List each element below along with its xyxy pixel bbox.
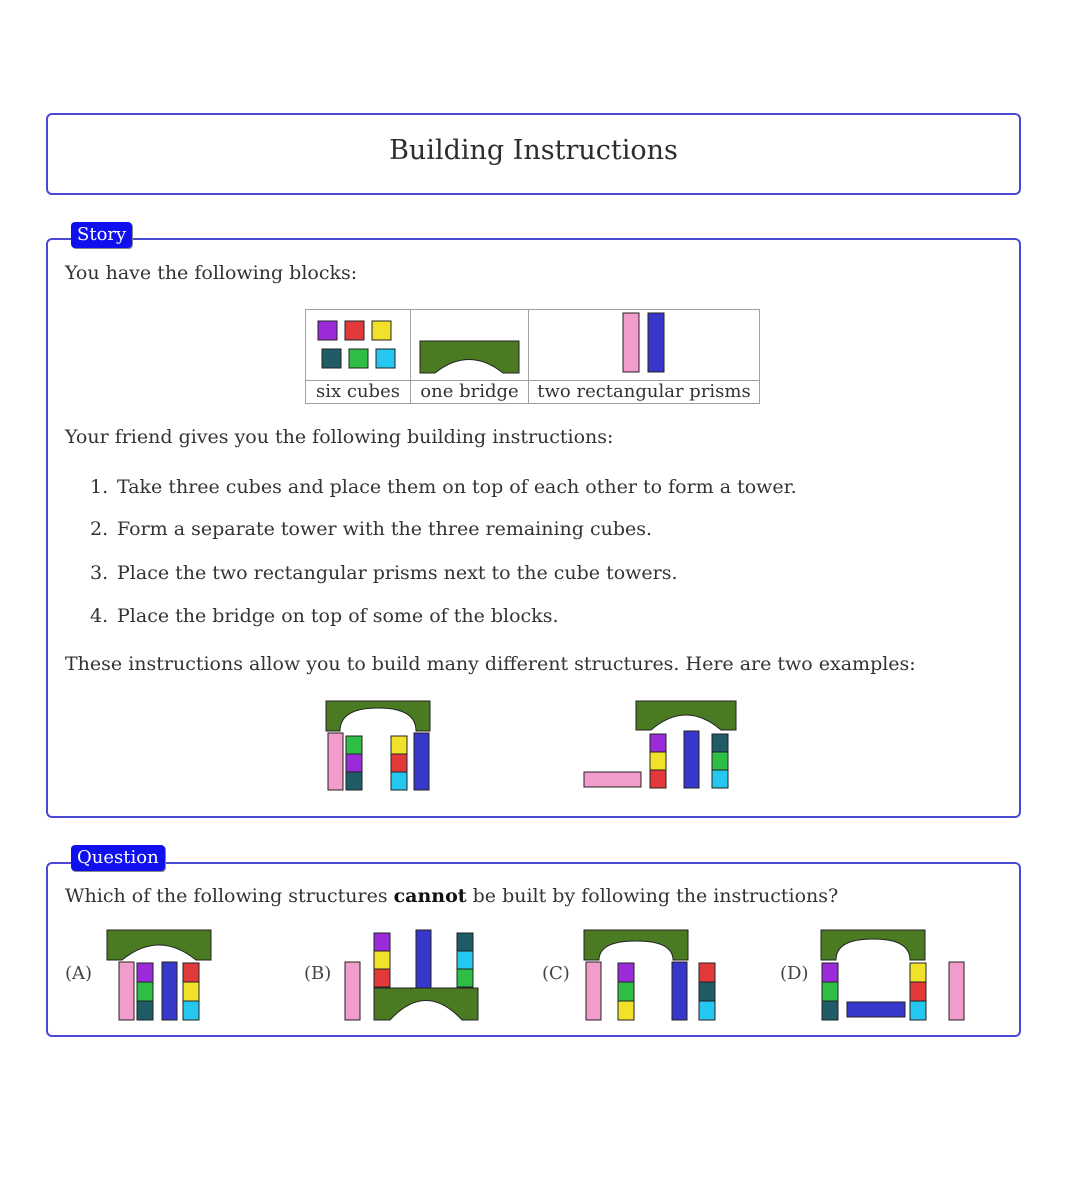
cube-teal <box>322 349 341 368</box>
page-title: Building Instructions <box>389 135 678 166</box>
cube-purple <box>137 963 153 982</box>
cube-purple <box>318 321 337 340</box>
option-label-d[interactable]: (D) <box>780 963 809 984</box>
cube-green <box>618 982 634 1001</box>
cube-cyan <box>457 951 473 969</box>
bridge-shape <box>420 341 519 373</box>
story-tag: Story <box>71 222 132 248</box>
cube-green <box>137 982 153 1001</box>
six-cubes-figure <box>306 310 410 376</box>
instructions-intro: Your friend gives you the following building instructions: <box>65 426 614 448</box>
list-item <box>90 605 558 627</box>
bridge-shape <box>326 701 430 731</box>
cube-cyan <box>712 770 728 788</box>
caption-cubes: six cubes <box>306 381 411 404</box>
prism-pink <box>119 962 134 1020</box>
prism-blue <box>416 930 431 988</box>
step-text: Place the two rectangular prisms next to the cube towers. <box>117 562 678 584</box>
cube-green <box>457 969 473 987</box>
prism-pink <box>328 733 343 790</box>
step-number: 1. <box>90 476 109 498</box>
cube-purple <box>374 933 390 951</box>
prism-blue <box>684 731 699 788</box>
bridge-figure <box>411 310 528 376</box>
cube-purple <box>822 963 838 982</box>
cubes-cell <box>306 310 411 381</box>
cube-yellow <box>372 321 391 340</box>
cube-red <box>183 963 199 982</box>
bridge-shape <box>374 988 478 1020</box>
step-text: Place the bridge on top of some of the blocks. <box>117 605 559 627</box>
cube-red <box>910 982 926 1001</box>
prism-blue <box>847 1002 905 1017</box>
prism-blue <box>414 733 429 790</box>
cube-red <box>699 963 715 982</box>
cube-red <box>374 969 390 987</box>
cube-yellow <box>183 982 199 1001</box>
cube-teal <box>457 933 473 951</box>
cube-purple <box>618 963 634 982</box>
cube-red <box>650 770 666 788</box>
prism-pink <box>345 962 360 1020</box>
step-number: 3. <box>90 562 109 584</box>
title-box <box>46 113 1021 195</box>
cube-cyan <box>376 349 395 368</box>
bridge-shape <box>584 930 688 960</box>
cube-cyan <box>699 1001 715 1020</box>
cube-green <box>349 349 368 368</box>
blocks-intro: You have the following blocks: <box>65 262 358 284</box>
option-label-a[interactable]: (A) <box>65 963 93 984</box>
prism-pink <box>584 772 641 787</box>
cube-yellow <box>391 736 407 754</box>
caption-prisms: two rectangular prisms <box>529 381 760 404</box>
cube-green <box>822 982 838 1001</box>
bridge-shape <box>821 930 925 960</box>
prisms-figure <box>529 310 759 376</box>
step-text: Take three cubes and place them on top of each other to form a tower. <box>117 476 797 498</box>
question-text <box>65 885 838 907</box>
example-structure-1 <box>322 698 438 794</box>
cube-teal <box>137 1001 153 1020</box>
examples-intro: These instructions allow you to build many different structures. Here are two examples: <box>65 653 916 675</box>
example-structure-2 <box>580 698 742 794</box>
cube-cyan <box>391 772 407 790</box>
cube-green <box>346 736 362 754</box>
cube-red <box>345 321 364 340</box>
cube-teal <box>346 772 362 790</box>
question-tag: Question <box>71 845 165 871</box>
cube-cyan <box>183 1001 199 1020</box>
step-number: 2. <box>90 518 109 540</box>
cube-yellow <box>374 951 390 969</box>
cube-yellow <box>650 752 666 770</box>
step-text: Form a separate tower with the three remaining cubes. <box>117 518 653 540</box>
list-item <box>90 476 797 498</box>
option-b-structure[interactable] <box>340 925 482 1025</box>
cube-green <box>712 752 728 770</box>
prism-blue <box>648 313 664 372</box>
question-emphasis: cannot <box>393 885 467 907</box>
option-label-b[interactable]: (B) <box>304 963 332 984</box>
cube-cyan <box>910 1001 926 1020</box>
cube-yellow <box>618 1001 634 1020</box>
cube-yellow <box>910 963 926 982</box>
prism-pink <box>586 962 601 1020</box>
prisms-cell <box>529 310 760 381</box>
step-number: 4. <box>90 605 109 627</box>
question-text-start: Which of the following structures <box>65 885 394 907</box>
list-item <box>90 562 678 584</box>
option-a-structure[interactable] <box>104 925 216 1025</box>
cube-teal <box>699 982 715 1001</box>
bridge-shape <box>107 930 211 960</box>
option-d-structure[interactable] <box>816 925 972 1025</box>
cube-teal <box>822 1001 838 1020</box>
prism-pink <box>623 313 639 372</box>
bridge-cell <box>411 310 529 381</box>
question-text-end: be built by following the instructions? <box>466 885 839 907</box>
option-label-c[interactable]: (C) <box>542 963 570 984</box>
prism-pink <box>949 962 964 1020</box>
caption-bridge: one bridge <box>411 381 529 404</box>
cube-purple <box>346 754 362 772</box>
option-c-structure[interactable] <box>578 925 724 1025</box>
blocks-table <box>305 309 760 404</box>
cube-purple <box>650 734 666 752</box>
prism-blue <box>162 962 177 1020</box>
bridge-shape <box>636 701 736 730</box>
list-item <box>90 518 652 540</box>
cube-teal <box>712 734 728 752</box>
cube-red <box>391 754 407 772</box>
prism-blue <box>672 962 687 1020</box>
